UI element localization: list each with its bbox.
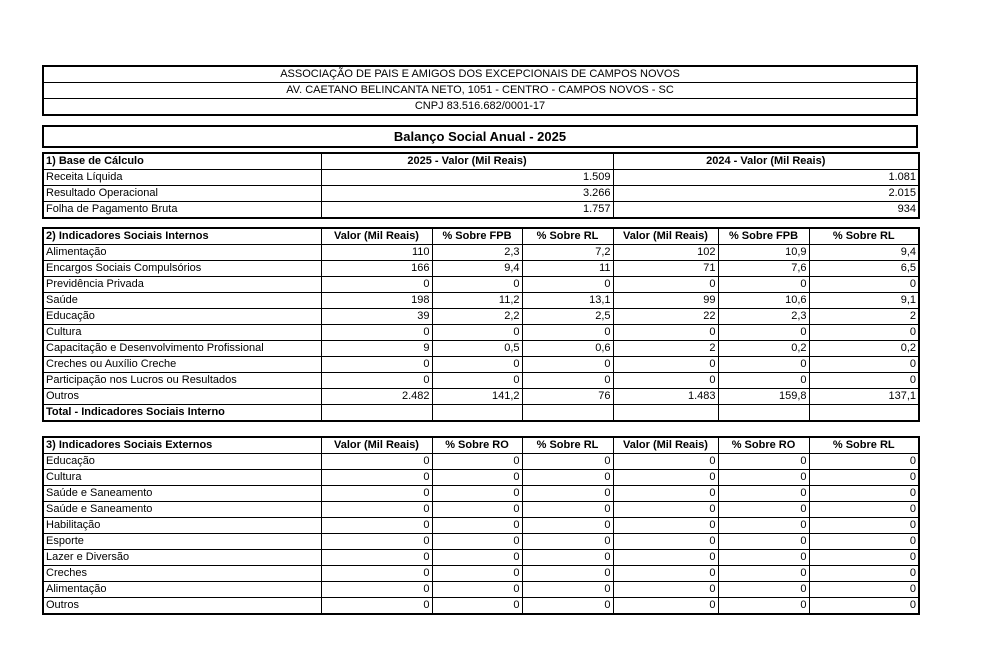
value-cell: 0 [522,486,613,502]
value-cell: 0 [321,454,432,470]
value-cell: 0 [718,598,809,615]
value-cell: 0 [809,454,919,470]
org-address: AV. CAETANO BELINCANTA NETO, 1051 - CENTRO - CAMPOS NOVOS - SC [43,83,917,99]
table-row [43,357,919,373]
row-label: Lazer e Diversão [43,550,321,566]
value-cell: 7,6 [718,261,809,277]
value-cell: 0 [321,470,432,486]
table-row [43,261,919,277]
value-cell: 99 [613,293,718,309]
value-cell: 0 [321,277,432,293]
column-header: % Sobre RL [522,228,613,245]
value-cell: 0 [718,357,809,373]
table-row [43,186,919,202]
value-cell: 0 [809,357,919,373]
value-cell: 0 [321,598,432,615]
row-label: Creches [43,566,321,582]
value-cell: 0 [809,502,919,518]
table-row [43,486,919,502]
value-cell: 13,1 [522,293,613,309]
value-cell: 0 [432,534,522,550]
column-header: % Sobre RO [432,437,522,454]
value-cell: 2 [809,309,919,325]
value-cell: 0 [613,502,718,518]
value-cell: 0 [522,454,613,470]
value-cell: 198 [321,293,432,309]
section2-heading: 2) Indicadores Sociais Internos [43,228,321,245]
table-row [43,245,919,261]
value-cell: 0 [613,582,718,598]
org-cnpj: CNPJ 83.516.682/0001-17 [43,99,917,116]
value-cell: 2,3 [718,309,809,325]
table-row [43,454,919,470]
total-cell [809,405,919,422]
header-block [42,65,918,116]
table-row [43,373,919,389]
section2-total-label: Total - Indicadores Sociais Interno [43,405,321,422]
value-cell: 0 [809,566,919,582]
value-cell: 141,2 [432,389,522,405]
row-label: Outros [43,389,321,405]
value-cell: 2,5 [522,309,613,325]
value-cell: 0 [522,550,613,566]
value-2025: 1.509 [321,170,613,186]
value-cell: 39 [321,309,432,325]
value-cell: 0 [613,518,718,534]
value-cell: 0 [522,598,613,615]
value-2025: 3.266 [321,186,613,202]
value-cell: 9 [321,341,432,357]
value-cell: 9,1 [809,293,919,309]
value-cell: 0 [321,357,432,373]
value-cell: 0 [809,277,919,293]
value-cell: 0 [321,582,432,598]
value-cell: 0 [809,470,919,486]
row-label: Previdência Privada [43,277,321,293]
value-cell: 0 [432,486,522,502]
value-cell: 0 [321,518,432,534]
total-cell [718,405,809,422]
value-cell: 0 [522,277,613,293]
value-cell: 0,6 [522,341,613,357]
value-cell: 0 [718,534,809,550]
value-cell: 2,3 [432,245,522,261]
row-label: Saúde e Saneamento [43,486,321,502]
value-cell: 2 [613,341,718,357]
value-cell: 0 [809,598,919,615]
value-cell: 0 [432,518,522,534]
value-2025: 1.757 [321,202,613,219]
section-indicadores-externos [42,436,918,615]
column-header: Valor (Mil Reais) [613,437,718,454]
value-cell: 0 [432,325,522,341]
value-cell: 0 [432,550,522,566]
row-label: Encargos Sociais Compulsórios [43,261,321,277]
value-cell: 0 [522,518,613,534]
column-header: % Sobre RL [809,228,919,245]
value-cell: 0 [613,325,718,341]
value-cell: 0 [809,373,919,389]
value-cell: 0 [809,518,919,534]
value-cell: 0 [432,502,522,518]
value-cell: 0 [613,454,718,470]
value-cell: 159,8 [718,389,809,405]
column-header: Valor (Mil Reais) [321,228,432,245]
title-block [42,125,918,148]
value-cell: 11,2 [432,293,522,309]
column-header: Valor (Mil Reais) [321,437,432,454]
value-cell: 0,2 [809,341,919,357]
value-cell: 0 [809,325,919,341]
value-cell: 0 [613,534,718,550]
column-header: % Sobre RO [718,437,809,454]
row-label: Capacitação e Desenvolvimento Profissional [43,341,321,357]
column-header: Valor (Mil Reais) [613,228,718,245]
section1-col-2024: 2024 - Valor (Mil Reais) [613,153,919,170]
value-cell: 0 [432,454,522,470]
value-cell: 0 [522,470,613,486]
total-cell [321,405,432,422]
row-label: Esporte [43,534,321,550]
row-label: Creches ou Auxílio Creche [43,357,321,373]
column-header: % Sobre FPB [718,228,809,245]
value-cell: 166 [321,261,432,277]
value-cell: 0 [522,534,613,550]
value-cell: 7,2 [522,245,613,261]
value-cell: 11 [522,261,613,277]
value-cell: 0 [809,582,919,598]
value-cell: 10,6 [718,293,809,309]
value-cell: 0 [522,373,613,389]
column-header: % Sobre RL [809,437,919,454]
row-label: Saúde e Saneamento [43,502,321,518]
value-cell: 102 [613,245,718,261]
value-cell: 0 [432,470,522,486]
value-cell: 0 [522,582,613,598]
table-row [43,277,919,293]
value-cell: 10,9 [718,245,809,261]
table-row [43,293,919,309]
value-cell: 0 [718,582,809,598]
value-cell: 0 [809,486,919,502]
value-cell: 0 [613,277,718,293]
value-cell: 0,2 [718,341,809,357]
table-row [43,582,919,598]
row-label: Outros [43,598,321,615]
value-cell: 76 [522,389,613,405]
page-title: Balanço Social Anual - 2025 [43,126,917,147]
row-label: Cultura [43,325,321,341]
total-cell [432,405,522,422]
value-cell: 0 [613,470,718,486]
value-cell: 2,2 [432,309,522,325]
table-row [43,309,919,325]
table-row [43,470,919,486]
row-label: Receita Líquida [43,170,321,186]
value-cell: 0 [321,325,432,341]
value-cell: 0 [613,373,718,389]
value-cell: 110 [321,245,432,261]
value-cell: 0 [718,486,809,502]
row-label: Participação nos Lucros ou Resultados [43,373,321,389]
row-label: Habilitação [43,518,321,534]
value-cell: 0 [718,502,809,518]
row-label: Folha de Pagamento Bruta [43,202,321,219]
value-cell: 0 [321,373,432,389]
value-cell: 0 [432,582,522,598]
value-cell: 0 [432,373,522,389]
value-cell: 2.482 [321,389,432,405]
value-cell: 0 [522,566,613,582]
table-row [43,566,919,582]
value-cell: 0,5 [432,341,522,357]
value-cell: 0 [432,598,522,615]
total-cell [613,405,718,422]
row-label: Cultura [43,470,321,486]
value-cell: 0 [613,357,718,373]
table-row [43,170,919,186]
table-row [43,502,919,518]
value-cell: 0 [718,550,809,566]
value-cell: 0 [432,357,522,373]
value-cell: 9,4 [809,245,919,261]
value-cell: 0 [809,534,919,550]
value-cell: 6,5 [809,261,919,277]
value-cell: 0 [321,486,432,502]
value-2024: 1.081 [613,170,919,186]
value-cell: 0 [718,325,809,341]
section-indicadores-internos [42,227,918,422]
table-row [43,341,919,357]
value-cell: 0 [321,566,432,582]
table-row [43,534,919,550]
value-cell: 71 [613,261,718,277]
section1-col-2025: 2025 - Valor (Mil Reais) [321,153,613,170]
value-cell: 0 [718,518,809,534]
value-cell: 0 [321,550,432,566]
value-cell: 0 [432,566,522,582]
total-cell [522,405,613,422]
row-label: Educação [43,309,321,325]
value-2024: 2.015 [613,186,919,202]
row-label: Educação [43,454,321,470]
section1-heading: 1) Base de Cálculo [43,153,321,170]
table-row [43,389,919,405]
value-cell: 22 [613,309,718,325]
row-label: Saúde [43,293,321,309]
table-row [43,202,919,219]
value-cell: 0 [613,566,718,582]
value-cell: 0 [809,550,919,566]
row-label: Alimentação [43,582,321,598]
section3-heading: 3) Indicadores Sociais Externos [43,437,321,454]
value-cell: 0 [613,550,718,566]
value-cell: 0 [613,598,718,615]
value-cell: 137,1 [809,389,919,405]
value-cell: 0 [613,486,718,502]
table-row [43,518,919,534]
value-cell: 0 [718,454,809,470]
value-cell: 0 [432,277,522,293]
value-cell: 0 [522,357,613,373]
value-cell: 0 [522,502,613,518]
value-cell: 0 [718,470,809,486]
value-cell: 0 [321,534,432,550]
column-header: % Sobre FPB [432,228,522,245]
table-row [43,325,919,341]
column-header: % Sobre RL [522,437,613,454]
value-cell: 0 [718,277,809,293]
value-cell: 1.483 [613,389,718,405]
value-cell: 0 [321,502,432,518]
table-row [43,598,919,615]
row-label: Alimentação [43,245,321,261]
value-cell: 0 [522,325,613,341]
row-label: Resultado Operacional [43,186,321,202]
table-row [43,550,919,566]
org-name: ASSOCIAÇÃO DE PAIS E AMIGOS DOS EXCEPCIONAIS DE CAMPOS NOVOS [43,66,917,83]
value-cell: 9,4 [432,261,522,277]
value-cell: 0 [718,566,809,582]
value-cell: 0 [718,373,809,389]
section-base-calculo [42,152,918,219]
value-2024: 934 [613,202,919,219]
